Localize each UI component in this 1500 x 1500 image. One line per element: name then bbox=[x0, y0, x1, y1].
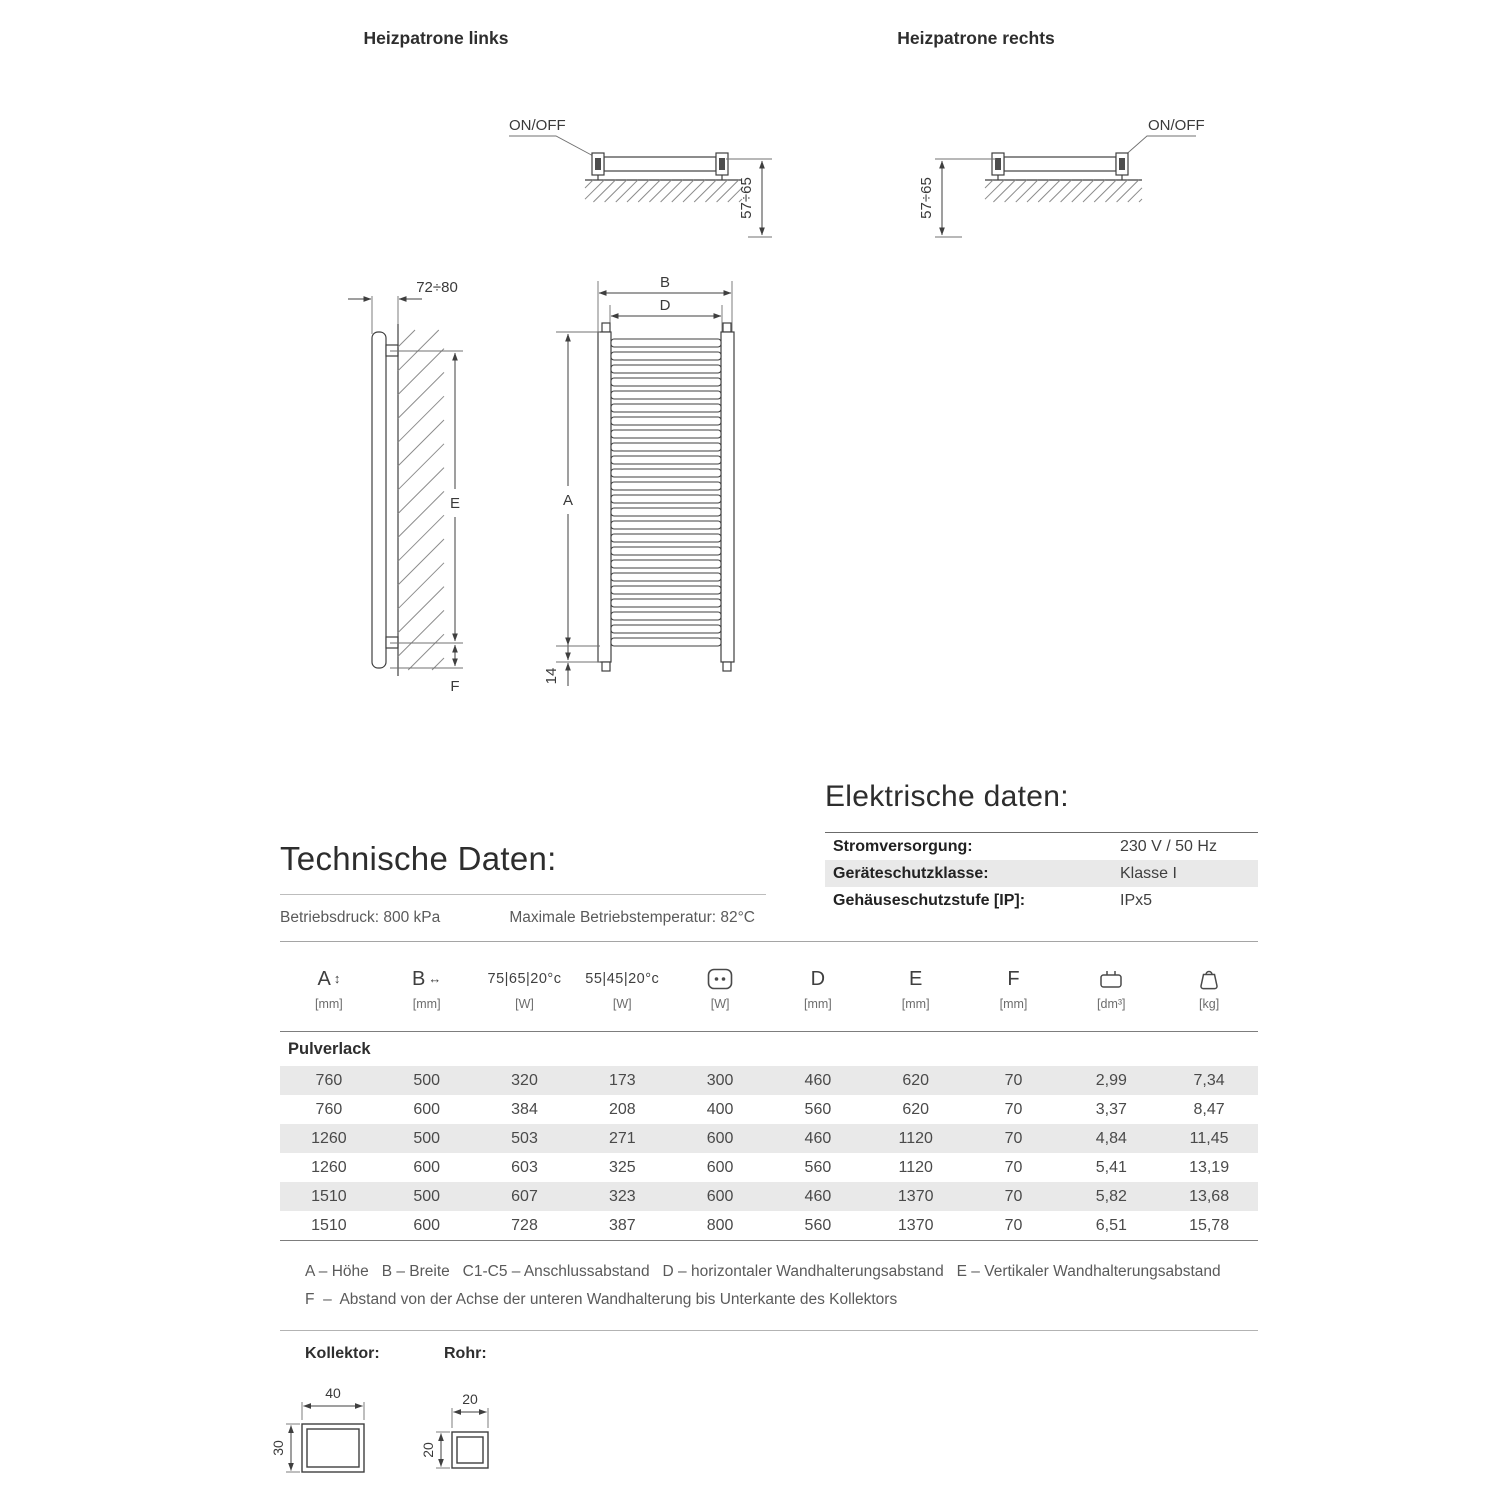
horizontal-rule bbox=[280, 941, 1258, 942]
col-symbol: F bbox=[1007, 967, 1020, 990]
table-cell: 600 bbox=[706, 1129, 734, 1147]
col-unit: [mm] bbox=[315, 997, 343, 1011]
table-cell: 1510 bbox=[311, 1187, 347, 1205]
diagram-heizpatrone-rechts bbox=[918, 117, 1205, 237]
table-cell: 607 bbox=[511, 1187, 538, 1205]
table-cell: 15,78 bbox=[1189, 1216, 1230, 1234]
col-header-height bbox=[280, 952, 378, 1031]
col-header-electric bbox=[671, 952, 769, 1031]
table-cell: 271 bbox=[608, 1129, 636, 1147]
table-cell: 70 bbox=[1004, 1100, 1023, 1118]
table-cell: 800 bbox=[706, 1216, 734, 1234]
wall-hatch bbox=[398, 330, 444, 670]
table-cell: 600 bbox=[706, 1158, 734, 1176]
col-symbol: D bbox=[810, 967, 826, 990]
d-dim-label: D bbox=[659, 297, 671, 314]
table-cell: 600 bbox=[413, 1158, 441, 1176]
table-cell: 13,19 bbox=[1189, 1158, 1230, 1176]
table-cell: 387 bbox=[608, 1216, 636, 1234]
electrical-label: Geräteschutzklasse: bbox=[833, 864, 989, 882]
table-cell: 208 bbox=[608, 1100, 636, 1118]
height-dim-left: 57÷65 bbox=[738, 177, 755, 219]
diagram-kollektor bbox=[270, 1385, 364, 1472]
e-dim-label: E bbox=[449, 495, 461, 512]
table-cell: 5,41 bbox=[1095, 1158, 1127, 1176]
table-cell: 384 bbox=[511, 1100, 538, 1118]
electrical-row bbox=[825, 887, 1258, 914]
table-cell: 1370 bbox=[897, 1216, 934, 1234]
col-unit: [mm] bbox=[412, 997, 441, 1011]
a-dim-label: A bbox=[562, 492, 574, 509]
diagram-title-right: Heizpatrone rechts bbox=[897, 28, 1055, 48]
table-row bbox=[280, 1066, 1258, 1095]
col-unit: [W] bbox=[612, 997, 632, 1011]
table-cell: 620 bbox=[902, 1100, 930, 1118]
power-socket-icon bbox=[707, 968, 733, 990]
table-cell: 1120 bbox=[898, 1158, 933, 1176]
table-cell: 4,84 bbox=[1095, 1129, 1127, 1147]
diagram-rohr bbox=[420, 1391, 488, 1468]
diagram-title-left: Heizpatrone links bbox=[363, 28, 509, 48]
table-cell: 320 bbox=[511, 1071, 538, 1089]
table-cell: 70 bbox=[1004, 1158, 1023, 1176]
table-cell: 1120 bbox=[898, 1129, 933, 1147]
col-unit: [mm] bbox=[901, 997, 930, 1011]
col-header-e bbox=[867, 952, 965, 1031]
table-cell: 460 bbox=[804, 1129, 832, 1147]
table-cell: 500 bbox=[413, 1187, 441, 1205]
table-cell: 1370 bbox=[897, 1187, 934, 1205]
radiator-rungs bbox=[611, 339, 721, 646]
table-cell: 70 bbox=[1004, 1187, 1023, 1205]
legend-line-2: F – Abstand von der Achse der unteren Wandhalterung bis Unterkante des Kollektors bbox=[305, 1291, 898, 1308]
table-cell: 70 bbox=[1004, 1071, 1023, 1089]
rohr-title: Rohr: bbox=[444, 1345, 487, 1362]
table-cell: 173 bbox=[608, 1071, 636, 1089]
col-header-volume bbox=[1062, 952, 1160, 1031]
f-dim-label: F bbox=[450, 678, 460, 695]
table-cell: 1260 bbox=[311, 1158, 347, 1176]
table-cell: 560 bbox=[804, 1158, 832, 1176]
table-row bbox=[280, 1182, 1258, 1211]
col-symbol: A bbox=[317, 967, 331, 990]
operating-pressure: Betriebsdruck: 800 kPa bbox=[280, 909, 441, 926]
electrical-row bbox=[825, 833, 1258, 860]
table-cell: 460 bbox=[804, 1071, 832, 1089]
table-cell: 11,45 bbox=[1189, 1129, 1229, 1147]
table-section-label: Pulverlack bbox=[288, 1040, 371, 1058]
table-cell: 600 bbox=[706, 1187, 734, 1205]
table-cell: 503 bbox=[511, 1129, 538, 1147]
col-unit: [mm] bbox=[999, 997, 1028, 1011]
table-cell: 728 bbox=[511, 1216, 538, 1234]
table-cell: 1510 bbox=[311, 1216, 347, 1234]
table-cell: 2,99 bbox=[1095, 1071, 1127, 1089]
rohr-width-dim: 20 bbox=[462, 1391, 478, 1407]
weight-icon bbox=[1199, 968, 1219, 991]
technical-title: Technische Daten: bbox=[280, 840, 766, 895]
table-row bbox=[280, 1095, 1258, 1124]
table-cell: 620 bbox=[902, 1071, 930, 1089]
table-cell: 1260 bbox=[311, 1129, 347, 1147]
table-cell: 560 bbox=[804, 1216, 832, 1234]
diagram-heizpatrone-links bbox=[509, 117, 772, 237]
diagram-side-view bbox=[348, 279, 463, 695]
table-cell: 460 bbox=[804, 1187, 832, 1205]
table-cell: 560 bbox=[804, 1100, 832, 1118]
ground-hatch-left bbox=[585, 180, 742, 202]
bottom-dim-label: 14 bbox=[543, 667, 560, 685]
electrical-value: 230 V / 50 Hz bbox=[1120, 837, 1217, 855]
table-cell: 3,37 bbox=[1095, 1100, 1127, 1118]
spec-table bbox=[280, 952, 1258, 1241]
height-dim-right: 57÷65 bbox=[918, 177, 935, 219]
volume-icon bbox=[1099, 969, 1123, 989]
diagram-front-view bbox=[543, 274, 734, 686]
electrical-label: Stromversorgung: bbox=[833, 837, 973, 855]
max-temperature: Maximale Betriebstemperatur: 82°C bbox=[509, 909, 755, 926]
table-cell: 500 bbox=[413, 1071, 441, 1089]
col-symbol: 55|45|20°c bbox=[585, 971, 660, 987]
table-cell: 323 bbox=[608, 1187, 636, 1205]
electrical-value: IPx5 bbox=[1120, 891, 1153, 909]
table-cell: 7,34 bbox=[1193, 1071, 1225, 1089]
table-cell: 760 bbox=[315, 1071, 343, 1089]
legend-line-1: A – Höhe B – Breite C1-C5 – Anschlussabstand D – horizontaler Wandhalterungsabstand E – Vertikaler Wandhalterungsabstand bbox=[305, 1263, 1221, 1280]
arrow-leftright-icon: ↔ bbox=[428, 970, 442, 986]
table-row bbox=[280, 1211, 1258, 1240]
table-cell: 5,82 bbox=[1095, 1187, 1127, 1205]
rohr-height-dim: 20 bbox=[420, 1442, 436, 1458]
col-header-width bbox=[378, 952, 476, 1031]
col-unit: [W] bbox=[710, 997, 730, 1011]
table-cell: 13,68 bbox=[1189, 1187, 1230, 1205]
electrical-row bbox=[825, 860, 1258, 887]
table-row bbox=[280, 1153, 1258, 1182]
table-cell: 600 bbox=[413, 1216, 441, 1234]
spec-table-body bbox=[280, 1066, 1258, 1241]
table-cell: 500 bbox=[413, 1129, 441, 1147]
onoff-label-right: ON/OFF bbox=[1148, 117, 1205, 134]
onoff-label-left: ON/OFF bbox=[509, 117, 566, 134]
col-unit: [dm³] bbox=[1097, 997, 1126, 1011]
table-cell: 325 bbox=[608, 1158, 636, 1176]
table-cell: 8,47 bbox=[1193, 1100, 1225, 1118]
table-cell: 300 bbox=[706, 1071, 734, 1089]
col-header-power-75 bbox=[476, 952, 574, 1031]
profile-drawings bbox=[270, 1340, 570, 1500]
table-cell: 760 bbox=[315, 1100, 343, 1118]
table-cell: 70 bbox=[1004, 1129, 1023, 1147]
col-symbol: B bbox=[412, 967, 426, 990]
b-dim-label: B bbox=[659, 274, 671, 291]
table-cell: 400 bbox=[706, 1100, 734, 1118]
spec-table-header bbox=[280, 952, 1258, 1032]
electrical-value: Klasse I bbox=[1120, 864, 1177, 882]
col-header-power-55 bbox=[573, 952, 671, 1031]
col-unit: [W] bbox=[515, 997, 534, 1011]
col-header-f bbox=[965, 952, 1063, 1031]
kollektor-title: Kollektor: bbox=[305, 1345, 380, 1362]
arrow-updown-icon: ↕ bbox=[333, 970, 341, 986]
electrical-data-section bbox=[825, 780, 1258, 914]
col-symbol: E bbox=[909, 967, 923, 990]
technical-data-section bbox=[280, 840, 766, 927]
ground-hatch-right bbox=[985, 180, 1142, 202]
electrical-title: Elektrische daten: bbox=[825, 780, 1069, 813]
kollektor-height-dim: 30 bbox=[270, 1440, 286, 1456]
electrical-label: Gehäuseschutzstufe [IP]: bbox=[833, 891, 1026, 909]
table-cell: 6,51 bbox=[1095, 1216, 1127, 1234]
table-row bbox=[280, 1124, 1258, 1153]
table-legend bbox=[280, 1254, 1258, 1331]
table-cell: 600 bbox=[413, 1100, 441, 1118]
col-header-weight bbox=[1160, 952, 1258, 1031]
col-unit: [mm] bbox=[804, 997, 832, 1011]
kollektor-width-dim: 40 bbox=[325, 1385, 341, 1401]
table-cell: 603 bbox=[511, 1158, 538, 1176]
table-cell: 70 bbox=[1004, 1216, 1023, 1234]
col-header-d bbox=[769, 952, 867, 1031]
col-symbol: 75|65|20°c bbox=[487, 971, 562, 987]
electrical-table bbox=[825, 832, 1258, 914]
col-unit: [kg] bbox=[1199, 997, 1220, 1011]
depth-dim: 72÷80 bbox=[416, 279, 458, 296]
